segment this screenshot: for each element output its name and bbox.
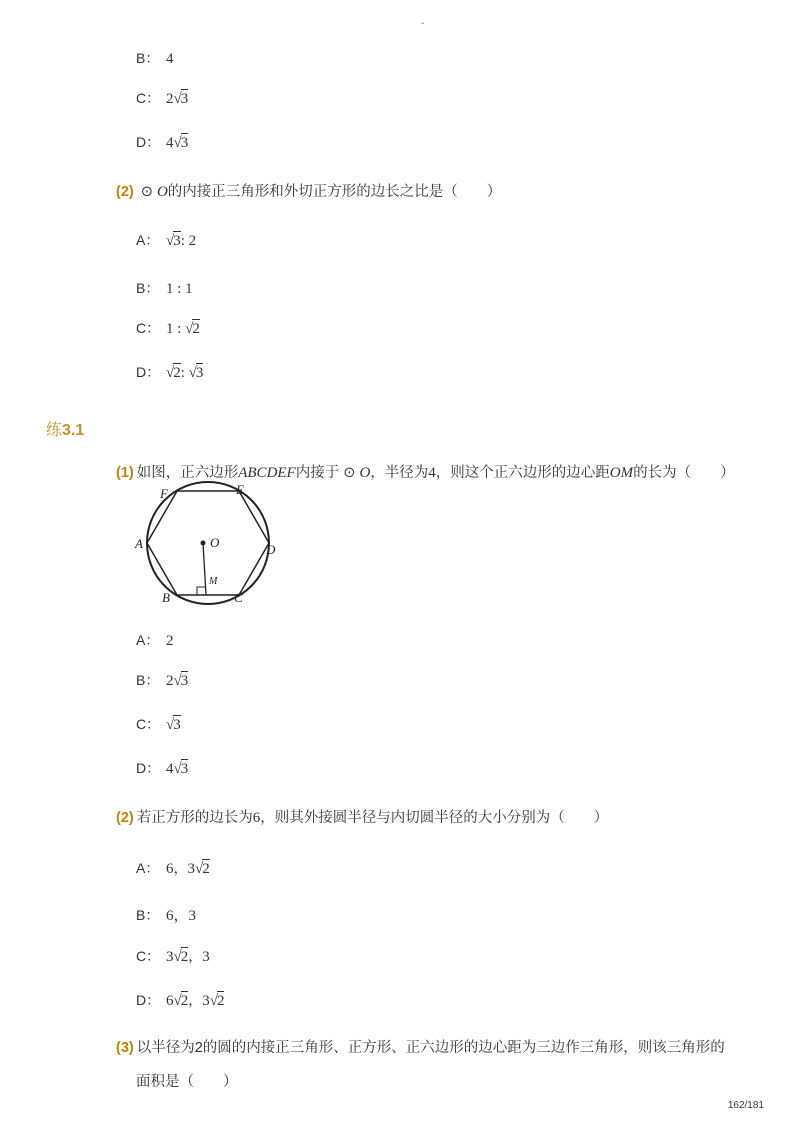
option-label: C： [136,320,161,336]
sqrt-radicand: 3 [180,761,189,777]
var-o: O [156,184,168,200]
sqrt-radicand: 3 [173,717,181,733]
section-heading [46,417,84,440]
option-label: D： [136,992,161,1008]
question-text: 的内接正三角形和外切正方形的边长之比是（ ） [167,184,502,200]
label-a: A [135,536,143,551]
question-2-prompt [116,180,501,201]
question-text-line1: 以半径为2的圆的内接正三角形、正方形、正六边形的边心距为三边作三角形，则该三角形的 [136,1040,725,1056]
option-coef: 2 [166,91,174,107]
p2-option-b[interactable] [136,904,196,925]
prev-option-b[interactable] [136,48,174,68]
sqrt-expression: √ 3 [188,365,204,381]
option-value: 4 [166,51,174,67]
sqrt-radicand: 2 [202,861,210,877]
hexagon [147,491,269,595]
p2-option-c[interactable] [136,946,210,966]
sqrt-radicand: 3 [180,673,189,689]
option-label: D： [136,760,161,776]
sqrt-expression: √ 3 [173,91,189,107]
option-label: B： [136,50,160,66]
circle-symbol: ⊙ [140,184,157,200]
option-coef: 4 [166,761,174,777]
option-label: A： [136,632,160,648]
prev-option-c[interactable] [136,88,188,108]
text-part: 如图，正六边形 [136,465,239,481]
option-coef: 2 [166,673,174,689]
option-coef: 4 [166,135,174,151]
comma: ， [173,860,188,876]
label-m: M [209,576,218,587]
practice-3-prompt-line2: 面积是（ ） [136,1074,238,1090]
comma: ， [188,948,203,964]
q2-option-a[interactable] [136,230,196,250]
var-hexagon: ABCDEF [238,465,296,481]
option-label: A： [136,232,160,248]
option-coef: 3 [202,993,210,1009]
option-label: C： [136,716,161,732]
sqrt-expression: √ 3 [173,135,189,151]
q2-option-c[interactable] [136,318,200,338]
sqrt-radicand: 2 [216,993,225,1009]
sqrt-expression: √ 2 [173,993,189,1009]
option-pre: 1 : [166,321,186,337]
sqrt-radicand: 2 [192,321,200,337]
option-value: 3 [202,949,210,965]
sqrt-expression: √ 2 [185,321,200,337]
option-label: D： [136,364,161,380]
sqrt-expression: √ 2 [209,993,225,1009]
comma: ， [188,992,203,1008]
number-value: 4 [428,465,436,481]
option-value: 6 [166,861,174,877]
sqrt-radicand: 2 [180,949,189,965]
label-c: C [234,590,243,605]
p2-option-a[interactable] [136,858,210,878]
question-number: (2) [116,184,134,200]
option-label: D： [136,134,161,150]
practice-3-prompt [116,1036,725,1057]
sqrt-expression: √ 3 [173,673,189,689]
p1-option-b[interactable] [136,670,188,690]
text-part: 的长为（ ） [633,465,735,481]
option-label: C： [136,90,161,106]
q2-option-d[interactable] [136,362,203,382]
prev-option-d[interactable] [136,132,188,152]
p1-option-c[interactable] [136,714,181,734]
sqrt-radicand: 2 [173,365,181,381]
sqrt-expression: √ 3 [173,761,189,777]
sqrt-expression: √ 3 [166,233,181,249]
q2-option-b[interactable] [136,278,193,298]
var-o: O [359,465,371,481]
option-label: C： [136,948,161,964]
option-rest: : 2 [180,233,197,249]
text-part: ，则其外接圆半径与内切圆半径的大小分别为（ ） [260,810,609,826]
number-value: 6 [252,810,261,826]
sqrt-radicand: 3 [180,91,189,107]
question-number: (3) [116,1040,134,1056]
option-sep: : [180,365,189,381]
text-part: ，则这个正六边形的边心距 [435,465,610,481]
header-mark: - [421,18,425,29]
hexagon-figure [130,480,290,610]
option-coef: 6 [166,993,174,1009]
practice-2-prompt [116,806,608,827]
var-om: OM [609,465,634,481]
sqrt-radicand: 3 [195,365,204,381]
option-label: B： [136,280,160,296]
label-b: B [162,590,170,605]
sqrt-expression: √ 3 [166,717,181,733]
center-point [201,541,206,546]
sqrt-radicand: 3 [173,233,181,249]
practice-1-prompt [116,461,735,482]
label-e: E [236,482,244,497]
option-value: 2 [166,633,174,649]
section-prefix: 练 [46,422,63,439]
p2-option-d[interactable] [136,990,224,1010]
option-coef: 3 [166,949,174,965]
sqrt-expression: √ 2 [166,365,181,381]
option-value: 1 : 1 [166,281,193,297]
label-d: D [266,542,276,557]
option-label: A： [136,860,160,876]
text-part: 内接于 ⊙ [295,465,360,481]
text-part: 若正方形的边长为 [136,810,253,826]
option-label: B： [136,907,160,923]
question-number: (2) [116,810,134,826]
sqrt-expression: √ 2 [195,861,210,877]
option-label: B： [136,672,160,688]
right-angle-mark [197,587,206,595]
label-f: F [160,486,168,501]
text-part: ，半径为 [370,465,429,481]
p1-option-a[interactable] [136,630,174,650]
question-number: (1) [116,465,134,481]
page-number: 162/181 [727,1100,764,1111]
option-coef: 3 [187,861,195,877]
sqrt-radicand: 3 [180,135,189,151]
section-number: 3.1 [62,422,85,439]
sqrt-radicand: 2 [180,993,189,1009]
option-value: 6，3 [166,908,197,924]
p1-option-d[interactable] [136,758,188,778]
sqrt-expression: √ 2 [173,949,189,965]
label-o: O [210,535,220,550]
